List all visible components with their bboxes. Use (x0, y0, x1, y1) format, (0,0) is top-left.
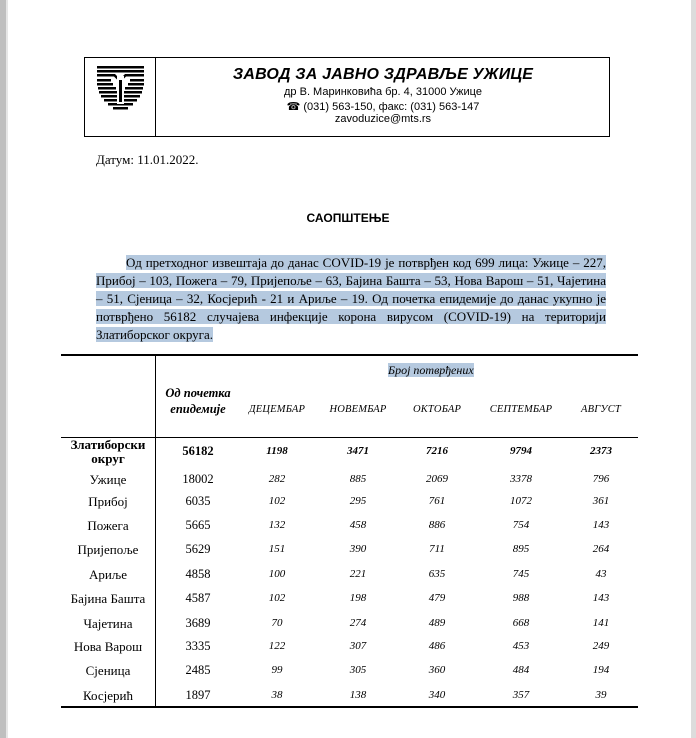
row-month-value: 143 (592, 519, 610, 531)
institute-logo-icon (93, 64, 148, 112)
row-month-value: 390 (349, 543, 367, 555)
page-edge-left-inner (6, 0, 8, 738)
row-month-value: 2373 (590, 445, 612, 457)
row-total: 5665 (185, 518, 211, 532)
institute-phone: ☎ (031) 563-150, факс: (031) 563-147 (286, 101, 480, 113)
row-month-value: 198 (349, 592, 367, 604)
row-month-value: 988 (512, 592, 530, 604)
col-header-october: ОКТОБАР (412, 404, 462, 415)
row-month-value: 9794 (510, 445, 532, 457)
confirmed-cases-group-header (388, 363, 474, 378)
row-month-value: 796 (592, 473, 610, 485)
row-month-value: 141 (592, 617, 610, 629)
row-month-value: 122 (268, 640, 286, 652)
row-month-value: 132 (268, 519, 286, 531)
row-month-value: 458 (349, 519, 367, 531)
row-total: 5629 (185, 542, 211, 556)
document-heading: САОПШТЕЊЕ (306, 211, 390, 225)
row-month-value: 340 (428, 689, 446, 701)
row-total: 3689 (185, 616, 211, 630)
row-name: Пожега (87, 518, 129, 533)
row-month-value: 143 (592, 592, 610, 604)
announcement-text: Од претходног извештаја до данас COVID-19 је потврђен код 699 лица: Ужице – 227, Прибој – 103, Пожега – 79, Пријепоље – 63, Бајина Башта – 53, Нова Варош – 51, Чајетина – 51, Сјеница – 32, Косјерић - 21 и Ариље – 19. Од почетка епидемије до данас укупно је потврђено 56182 случајева инфекције корона вирусом (COVID-19) на територији Златиборског округа. (96, 255, 606, 342)
row-month-value: 39 (595, 689, 607, 701)
row-month-value: 453 (512, 640, 530, 652)
announcement-paragraph[interactable] (96, 254, 606, 344)
institute-address: др В. Маринковића бр. 4, 31000 Ужице (284, 86, 482, 98)
document-date: Датум: 11.01.2022. (96, 152, 199, 167)
row-month-value: 99 (271, 664, 283, 676)
row-total: 1897 (185, 688, 211, 702)
row-month-value: 489 (428, 617, 446, 629)
row-name: Сјеница (85, 663, 131, 678)
row-month-value: 484 (512, 664, 530, 676)
row-month-value: 102 (268, 495, 286, 507)
row-name: Бајина Башта (70, 591, 146, 606)
since-start-header: Од почетка епидемије (165, 386, 231, 416)
row-name: Ариље (88, 567, 128, 582)
row-month-value: 711 (429, 543, 445, 555)
row-month-value: 668 (512, 617, 530, 629)
row-month-value: 138 (349, 689, 367, 701)
row-month-value: 360 (428, 664, 446, 676)
row-month-value: 102 (268, 592, 286, 604)
institute-email[interactable]: zavoduzice@mts.rs (334, 113, 432, 125)
table-top-border (61, 354, 638, 356)
row-total: 3335 (185, 639, 211, 653)
row-month-value: 361 (592, 495, 610, 507)
row-month-value: 43 (595, 568, 607, 580)
row-month-value: 3378 (510, 473, 532, 485)
row-month-value: 194 (592, 664, 610, 676)
row-month-value: 895 (512, 543, 530, 555)
row-month-value: 221 (349, 568, 367, 580)
row-month-value: 70 (271, 617, 283, 629)
row-month-value: 264 (592, 543, 610, 555)
row-total: 18002 (182, 472, 214, 486)
row-month-value: 761 (428, 495, 446, 507)
table-bottom-border (61, 706, 638, 708)
row-month-value: 249 (592, 640, 610, 652)
row-month-value: 1072 (510, 495, 532, 507)
row-month-value: 307 (349, 640, 367, 652)
col-header-november: НОВЕМБАР (329, 404, 387, 415)
row-month-value: 486 (428, 640, 446, 652)
row-month-value: 282 (268, 473, 286, 485)
row-name: Ужице (89, 472, 127, 487)
row-name: Златиборски округ (70, 437, 146, 466)
row-month-value: 7216 (426, 445, 448, 457)
row-month-value: 2069 (426, 473, 448, 485)
row-month-value: 1198 (266, 445, 288, 457)
row-name: Нова Варош (73, 639, 143, 654)
page-edge-right (691, 0, 696, 738)
row-name: Пријепоље (77, 542, 139, 557)
row-total: 56182 (182, 444, 214, 458)
row-month-value: 305 (349, 664, 367, 676)
row-total: 4858 (185, 567, 211, 581)
row-name: Чајетина (83, 616, 133, 631)
row-month-value: 745 (512, 568, 530, 580)
col-header-september: СЕПТЕМБАР (489, 404, 553, 415)
col-header-august: АВГУСТ (581, 404, 621, 415)
row-month-value: 151 (268, 543, 286, 555)
row-month-value: 38 (271, 689, 283, 701)
col-header-december: ДЕЦЕМБАР (248, 404, 306, 415)
row-month-value: 274 (349, 617, 367, 629)
row-month-value: 357 (512, 689, 530, 701)
row-name: Косјерић (83, 688, 133, 703)
row-month-value: 3471 (347, 445, 369, 457)
row-month-value: 295 (349, 495, 367, 507)
row-total: 2485 (185, 663, 211, 677)
confirmed-cases-label: Број потврђених (388, 363, 474, 377)
row-month-value: 100 (268, 568, 286, 580)
row-total: 4587 (185, 591, 211, 605)
row-total: 6035 (185, 494, 211, 508)
row-name: Прибој (88, 494, 128, 509)
row-month-value: 885 (349, 473, 367, 485)
row-month-value: 886 (428, 519, 446, 531)
row-month-value: 479 (428, 592, 446, 604)
row-month-value: 754 (512, 519, 530, 531)
row-month-value: 635 (428, 568, 446, 580)
institute-title: ЗАВОД ЗА ЈАВНО ЗДРАВЉЕ УЖИЦЕ (232, 66, 534, 83)
